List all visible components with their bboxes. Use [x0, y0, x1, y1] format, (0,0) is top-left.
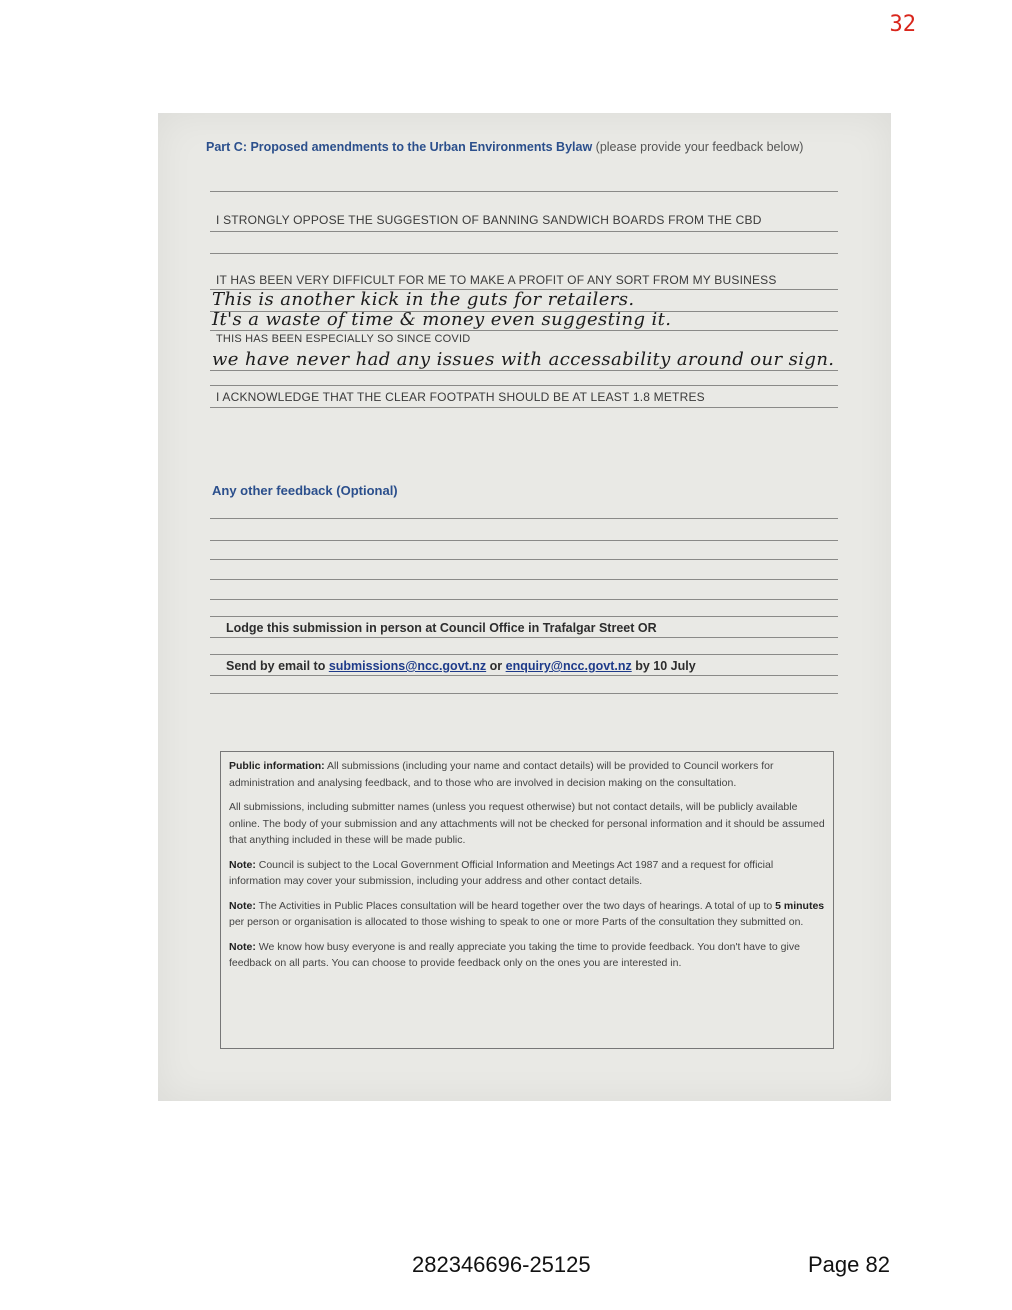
info-text: All submissions (including your name and contact details) will be provided to Council workers for administration and analysing feedback, and to those who are involved in decision making on the consultation.	[229, 760, 774, 789]
form-line	[210, 616, 838, 617]
form-line	[210, 654, 838, 655]
form-line	[210, 693, 838, 694]
form-line	[210, 675, 838, 676]
form-line	[210, 540, 838, 541]
info-label: Public information:	[229, 760, 325, 772]
info-paragraph	[229, 857, 825, 890]
form-line	[210, 599, 838, 600]
printed-response-line: IT HAS BEEN VERY DIFFICULT FOR ME TO MAKE A PROFIT OF ANY SORT FROM MY BUSINESS	[216, 273, 777, 287]
submissions-email-link[interactable]: submissions@ncc.govt.nz	[328, 659, 487, 673]
info-text: per person or organisation is allocated to those wishing to speak to one or more Parts of the consultation they submitted on.	[229, 916, 804, 928]
info-text: Council is subject to the Local Government Official Information and Meetings Act 1987 and a request for official information may cover your submission, including your address and other contact details.	[229, 858, 774, 887]
deadline-text: by 10 July	[631, 659, 696, 673]
scanned-form-photo	[158, 113, 891, 1101]
part-c-instruction: (please provide your feedback below)	[592, 140, 804, 154]
info-text: The Activities in Public Places consultation will be heard together over the two days of hearings. A total of up to	[255, 899, 776, 912]
info-paragraph	[229, 898, 825, 931]
email-instructions	[226, 659, 696, 673]
info-emphasis: 5 minutes	[775, 899, 825, 912]
info-paragraph	[229, 939, 825, 972]
form-line	[210, 559, 838, 560]
form-line	[210, 518, 838, 519]
form-line	[210, 637, 838, 638]
info-label: Note:	[229, 899, 256, 912]
form-line	[210, 407, 838, 408]
info-label: Note:	[229, 940, 256, 953]
printed-response-line: I STRONGLY OPPOSE THE SUGGESTION OF BANNING SANDWICH BOARDS FROM THE CBD	[216, 213, 762, 227]
page-label: Page 82	[808, 1252, 890, 1277]
form-line	[210, 579, 838, 580]
page-number: 32	[889, 12, 916, 37]
or-text: or	[486, 659, 506, 673]
info-text: We know how busy everyone is and really appreciate you taking the time to provide feedback. You don't have to give feedback on all parts. You can choose to provide feedback only on the ones you are interested in.	[229, 940, 800, 969]
form-line	[210, 231, 838, 232]
form-line	[210, 253, 838, 254]
enquiry-email-link[interactable]: enquiry@ncc.govt.nz	[505, 659, 632, 673]
form-line	[210, 330, 838, 331]
info-paragraph: All submissions, including submitter names (unless you request otherwise) but not contact details, will be publicly available online. The body of your submission and any attachments will not be checked for personal information and it should be assumed that anything included in these will be made public.	[229, 801, 825, 846]
form-line	[210, 370, 838, 371]
handwritten-response-line: It's a waste of time & money even suggesting it.	[212, 309, 672, 330]
document-id: 282346696-25125	[412, 1252, 591, 1277]
other-feedback-heading: Any other feedback (Optional)	[212, 483, 398, 498]
form-line	[210, 385, 838, 386]
form-line	[210, 191, 838, 192]
part-c-title: Part C: Proposed amendments to the Urban Environments Bylaw	[206, 140, 593, 154]
info-label: Note:	[229, 858, 256, 871]
part-c-heading	[206, 137, 846, 158]
public-information-box	[220, 751, 834, 1049]
printed-response-line: I ACKNOWLEDGE THAT THE CLEAR FOOTPATH SHOULD BE AT LEAST 1.8 METRES	[216, 390, 705, 404]
printed-response-line: THIS HAS BEEN ESPECIALLY SO SINCE COVID	[216, 333, 471, 345]
handwritten-response-line: we have never had any issues with accessability around our sign.	[212, 349, 835, 370]
handwritten-response-line: This is another kick in the guts for retailers.	[212, 289, 635, 310]
send-prefix: Send by email to	[226, 659, 329, 673]
lodge-instructions: Lodge this submission in person at Council Office in Trafalgar Street OR	[226, 621, 657, 635]
info-paragraph	[229, 758, 825, 791]
